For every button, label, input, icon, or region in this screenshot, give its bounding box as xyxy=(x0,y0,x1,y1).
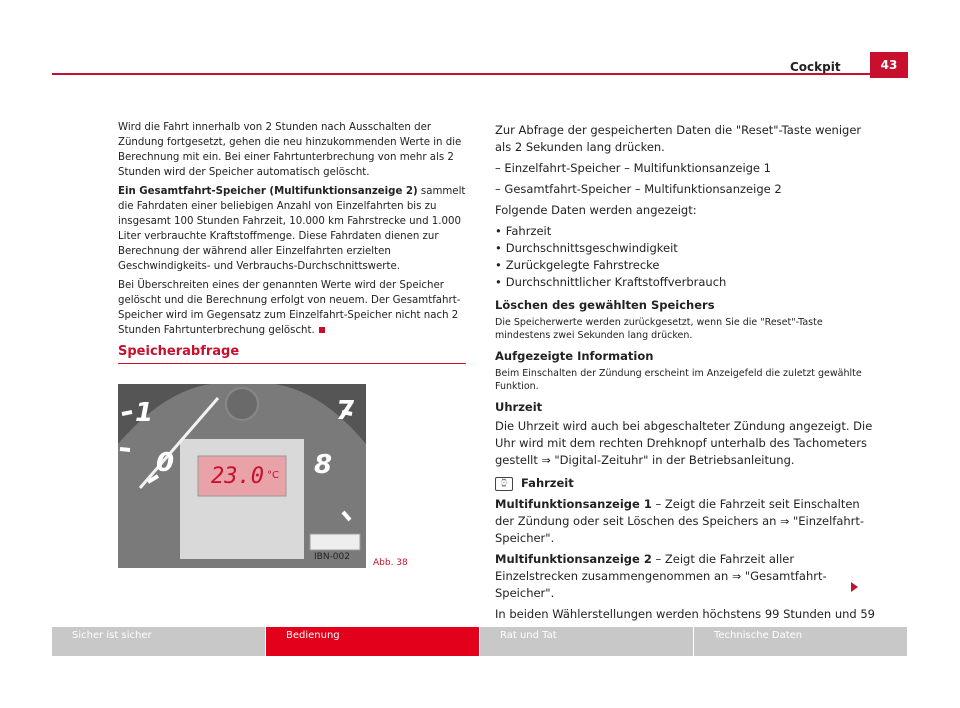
continue-arrow-icon xyxy=(851,582,858,592)
shown-intro: Folgende Daten werden angezeigt: xyxy=(495,203,697,217)
mfa1-text xyxy=(495,496,875,547)
heading-clock: Uhrzeit xyxy=(495,400,543,414)
header-rule xyxy=(52,73,870,75)
paragraph xyxy=(118,278,468,338)
arrow-right-icon: ⇒ xyxy=(731,570,742,583)
dial-number-0: 0 xyxy=(156,448,175,478)
page-title: Cockpit xyxy=(790,60,841,74)
footer-tab-technik[interactable]: Technische Daten xyxy=(694,627,908,656)
fahrzeit-heading xyxy=(495,475,875,492)
mode-line-1: – Einzelfahrt-Speicher – Multifunktionsanzeige 1 xyxy=(495,161,771,175)
mfa1-lead: Multifunktionsanzeige 1 xyxy=(495,497,652,511)
figure-label: IBN-002 xyxy=(314,552,350,562)
intro-text: Zur Abfrage der gespeicherten Daten die "Reset"-Taste weniger als 2 Sekunden lang drücken. xyxy=(495,123,862,154)
clock-text xyxy=(495,418,875,469)
dial-number-8: 8 xyxy=(314,450,333,480)
footer-tab-bedienung[interactable]: Bedienung xyxy=(266,627,480,656)
display-unit: °C xyxy=(267,470,279,481)
data-list xyxy=(495,223,875,291)
mfa2-text xyxy=(495,551,875,602)
mfa2-body: – Zeigt die Fahrzeit aller Einzelstrecken zusammengenommen an xyxy=(495,552,795,583)
heading-shown: Aufgezeigte Information xyxy=(495,349,654,363)
mfa1-body: – Zeigt die Fahrzeit seit Einschalten der Zündung oder seit Löschen des Speichers an xyxy=(495,497,860,528)
paragraph-text: sammelt die Fahrdaten einer beliebigen Anzahl von Einzelfahrten bis zu insgesamt 100 Stunden Fahrzeit, 10.000 km Fahrstrecke und 1.000 Liter verbrauchte Kraftstoffmenge. Diese Fahrdaten dienen zur Berechnung der während aller Einzelfahrten erzielten Geschwindigkeits- und Verbrauchs-Durchschnittswerte. xyxy=(118,186,466,272)
clock-icon: ⌚ xyxy=(495,477,513,491)
mfa1-reference[interactable]: "Einzelfahrt-Speicher". xyxy=(495,514,865,545)
page-number: 43 xyxy=(870,52,908,78)
heading-delete: Löschen des gewählten Speichers xyxy=(495,298,715,312)
section-heading: Speicherabfrage xyxy=(118,344,466,364)
shown-text: Beim Einschalten der Zündung erscheint im Anzeigefeld die zuletzt gewählte Funktion. xyxy=(495,368,862,392)
paragraph-lead: Ein Gesamtfahrt-Speicher (Multifunktionsanzeige 2) xyxy=(118,186,418,197)
list-item: • Durchschnittsgeschwindigkeit xyxy=(495,240,875,257)
fahrzeit-label: Fahrzeit xyxy=(521,476,574,490)
arrow-right-icon: ⇒ xyxy=(541,454,551,467)
footer-tab-sicher[interactable]: Sicher ist sicher xyxy=(52,627,266,656)
figure-caption: Abb. 38 xyxy=(373,558,408,568)
instrument-figure xyxy=(118,384,366,568)
paragraph: Wird die Fahrt innerhalb von 2 Stunden nach Ausschalten der Zündung fortgesetzt, gehen die neu hinzukommenden Werte in die Berechnung mit ein. Bei einer Fahrtunterbrechung von mehr als 2 Stunden wird der Speicher automatisch gelöscht. xyxy=(118,122,462,178)
arrow-right-icon: ⇒ xyxy=(780,515,790,528)
footer-tab-rat[interactable]: Rat und Tat xyxy=(480,627,694,656)
last-line: In beiden Wählerstellungen werden höchstens 99 Stunden und 59 xyxy=(495,607,875,621)
dial-number-1: 1 xyxy=(135,398,154,428)
paragraph xyxy=(118,184,468,274)
display-value: 23.0 xyxy=(211,464,264,489)
dial-number-7: 7 xyxy=(336,396,355,426)
list-item: • Fahrzeit xyxy=(495,223,875,240)
list-item: • Zurückgelegte Fahrstrecke xyxy=(495,257,875,274)
end-marker-icon xyxy=(319,327,325,333)
mode-line-2: – Gesamtfahrt-Speicher – Multifunktionsanzeige 2 xyxy=(495,182,782,196)
mfa2-lead: Multifunktionsanzeige 2 xyxy=(495,552,652,566)
left-column xyxy=(118,120,468,342)
clock-reference[interactable]: "Digital-Zeituhr" in der Betriebsanleitung. xyxy=(550,453,795,467)
clock-body: Die Uhrzeit wird auch bei abgeschalteter Zündung angezeigt. Die Uhr wird mit dem rechten Drehknopf unterhalb des Tachometers gestellt xyxy=(495,419,873,467)
mfa2-reference[interactable]: "Gesamtfahrt-Speicher". xyxy=(495,569,827,600)
paragraph-text: Bei Überschreiten eines der genannten Werte wird der Speicher gelöscht und die Berechnung erfolgt von neuem. Der Gesamtfahrt-Speicher wird im Gegensatz zum Einzelfahrt-Speicher nicht nach 2 Stunden Fahrtunterbrechung gelöscht. xyxy=(118,280,461,336)
list-item: • Durchschnittlicher Kraftstoffverbrauch xyxy=(495,274,875,291)
right-column xyxy=(495,122,875,627)
delete-text: Die Speicherwerte werden zurückgesetzt, wenn Sie die "Reset"-Taste mindestens zwei Sekunden lang drücken. xyxy=(495,317,823,341)
footer-nav xyxy=(52,627,908,656)
